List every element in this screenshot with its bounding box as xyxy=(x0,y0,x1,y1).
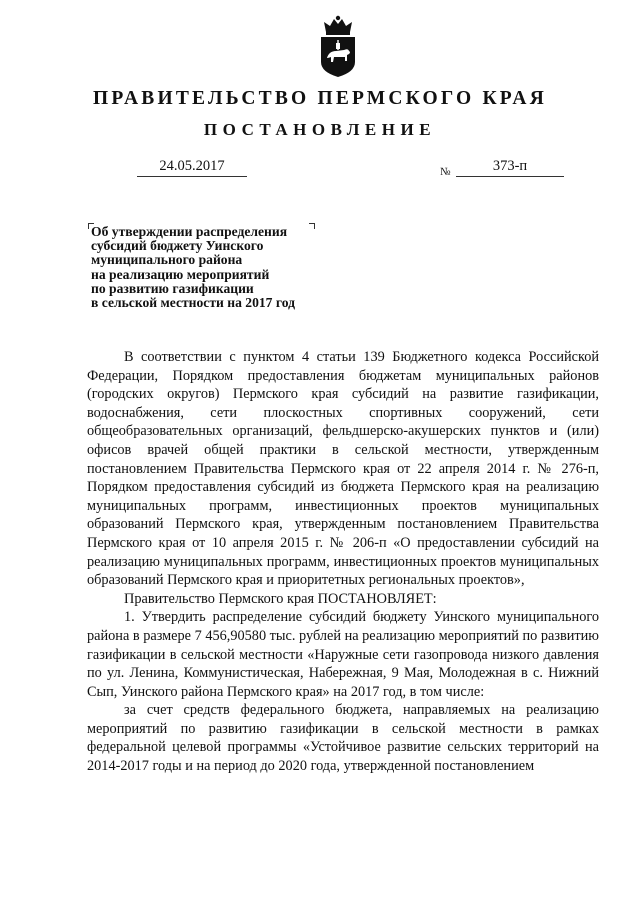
coat-of-arms-icon xyxy=(318,14,358,78)
subject-line: в сельской местности на 2017 год xyxy=(91,295,295,311)
document-type-title: ПОСТАНОВЛЕНИЕ xyxy=(203,120,437,139)
organization-title: ПРАВИТЕЛЬСТВО ПЕРМСКОГО КРАЯ xyxy=(93,88,547,109)
body-paragraph: В соответствии с пунктом 4 статьи 139 Бюджетного кодекса Российской Федерации, Порядком предоставления бюджетам муниципальных районов (городских округов) Пермского края субсидий на развитие газификации, водоснабжения, сети плоскостных спортивных сооружений, сети общеобразовательных организаций, фельдшерско-акушерских пунктов и (или) офисов врачей общей практики в сельской местности, утвержденным постановлением Правительства Пермского края от 22 апреля 2014 г. № 276-п, Порядком предоставления субсидий из бюджета Пермского края на реализацию муниципальных программ, инвестиционных проектов муниципальных образований Пермского края, утвержденным постановлением Правительства Пермского края от 10 апреля 2015 г. № 206-п «О предоставлении субсидий на реализацию муниципальных программ, инвестиционных проектов муниципальных образований Пермского края и приоритетных региональных проектов», xyxy=(87,349,599,589)
document-number: 373-п xyxy=(456,158,564,177)
body-paragraph: 1. Утвердить распределение субсидий бюджету Уинского муниципального района в размере 7 456,90580 тыс. рублей на реализацию мероприятий по развитию газификации в сельской местности «Наружные сети газопровода низкого давления по ул. Ленина, Коммунистическая, Набережная, 9 Мая, Молодежная в с. Нижний Сып, Уинского района Пермского края» на 2017 год, в том числе: xyxy=(87,609,599,700)
subject-line: на реализацию мероприятий xyxy=(91,266,270,282)
body-paragraph: за счет средств федерального бюджета, направляемых на реализацию мероприятий по развитию газификации в сельской местности в рамках федеральной целевой программы «Устойчивое развитие сельских территорий на 2014-2017 годы и на период до 2020 года, утвержденной постановлением xyxy=(87,702,599,775)
document-subject xyxy=(91,225,295,310)
subject-bracket-right xyxy=(309,223,315,229)
subject-line: муниципального района xyxy=(91,252,243,268)
body-paragraph: Правительство Пермского края ПОСТАНОВЛЯЕТ: xyxy=(124,590,437,607)
document-body xyxy=(87,348,599,776)
subject-line: по развитию газификации xyxy=(91,280,254,296)
number-sign: № xyxy=(440,166,451,178)
subject-line: субсидий бюджету Уинского xyxy=(91,238,264,254)
document-date: 24.05.2017 xyxy=(137,158,247,177)
subject-line: Об утверждении распределения xyxy=(91,224,288,239)
